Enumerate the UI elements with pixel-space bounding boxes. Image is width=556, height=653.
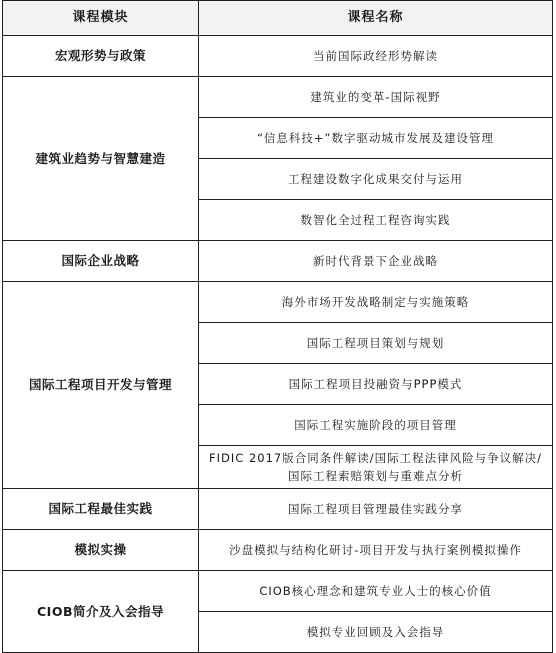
header-course-name: 课程名称 bbox=[199, 1, 553, 36]
course-cell: FIDIC 2017版合同条件解读/国际工程法律风险与争议解决/国际工程索赔策划与重难点分析 bbox=[199, 446, 553, 489]
table-row bbox=[3, 241, 553, 282]
table-row bbox=[3, 489, 553, 530]
course-cell: 数智化全过程工程咨询实践 bbox=[199, 200, 553, 241]
course-cell: CIOB核心理念和建筑专业人士的核心价值 bbox=[199, 571, 553, 612]
table-row bbox=[3, 282, 553, 323]
module-cell: 模拟实操 bbox=[3, 530, 199, 571]
course-cell: 国际工程实施阶段的项目管理 bbox=[199, 405, 553, 446]
course-cell: 建筑业的变革-国际视野 bbox=[199, 77, 553, 118]
course-cell: 当前国际政经形势解读 bbox=[199, 36, 553, 77]
course-cell: 新时代背景下企业战略 bbox=[199, 241, 553, 282]
module-cell: CIOB简介及入会指导 bbox=[3, 571, 199, 653]
course-cell: 国际工程项目投融资与PPP模式 bbox=[199, 364, 553, 405]
course-cell: 国际工程项目策划与规划 bbox=[199, 323, 553, 364]
module-cell: 国际工程最佳实践 bbox=[3, 489, 199, 530]
header-row bbox=[3, 1, 553, 36]
course-cell: 沙盘模拟与结构化研讨-项目开发与执行案例模拟操作 bbox=[199, 530, 553, 571]
module-cell: 建筑业趋势与智慧建造 bbox=[3, 77, 199, 241]
course-cell: 工程建设数字化成果交付与运用 bbox=[199, 159, 553, 200]
table-row bbox=[3, 530, 553, 571]
course-cell: 海外市场开发战略制定与实施策略 bbox=[199, 282, 553, 323]
module-cell: 国际工程项目开发与管理 bbox=[3, 282, 199, 489]
course-cell: “信息科技+”数字驱动城市发展及建设管理 bbox=[199, 118, 553, 159]
table-row bbox=[3, 77, 553, 118]
module-cell: 宏观形势与政策 bbox=[3, 36, 199, 77]
module-cell: 国际企业战略 bbox=[3, 241, 199, 282]
table-header bbox=[3, 1, 553, 36]
course-cell: 国际工程项目管理最佳实践分享 bbox=[199, 489, 553, 530]
table-body bbox=[3, 36, 553, 653]
course-cell: 模拟专业回顾及入会指导 bbox=[199, 612, 553, 653]
course-table bbox=[2, 0, 553, 653]
table-row bbox=[3, 36, 553, 77]
table-row bbox=[3, 571, 553, 612]
header-module: 课程模块 bbox=[3, 1, 199, 36]
